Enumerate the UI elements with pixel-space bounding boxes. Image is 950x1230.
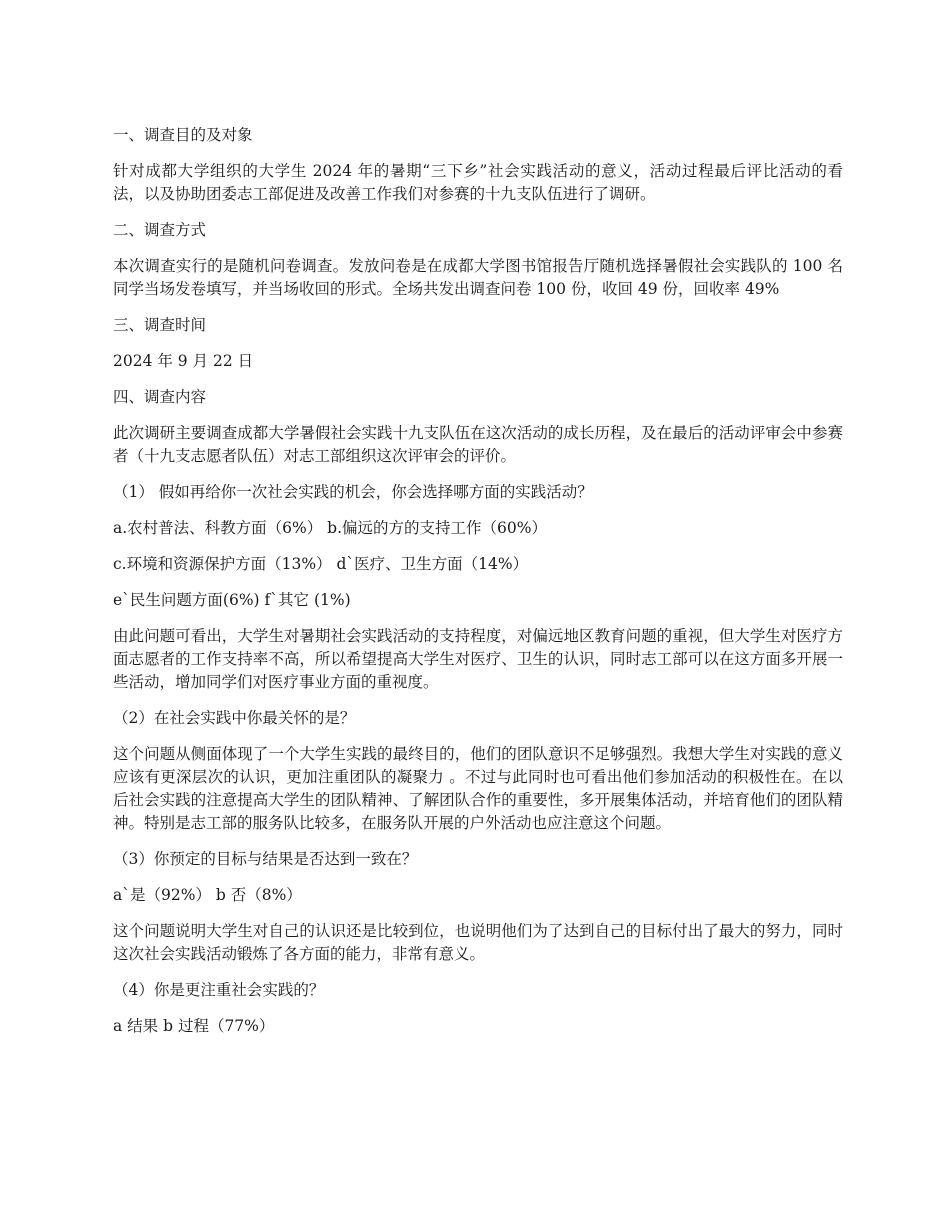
question-3-analysis: 这个问题说明大学生对自己的认识还是比较到位，也说明他们为了达到自己的目标付出了最大的努力，同时这次社会实践活动锻炼了各方面的能力，非常有意义。 [113,922,843,963]
document-body [113,124,843,1051]
question-2-analysis: 这个问题从侧面体现了一个大学生实践的最终目的，他们的团队意识不足够强烈。我想大学生对实践的意义应该有更深层次的认识，更加注重团队的凝聚力 。不过与此同时也可看出他们参加活动的积极性在。在以后社会实践的注意提高大学生的团队精神、了解团队合作的重要性，多开展集体活动，并培育他们的团队精神。特别是志工部的服务队比较多，在服务队开展的户外活动也应注意这个问题。 [113,745,843,832]
question-3-options: a`是（92%） b 否（8%） [113,886,302,904]
section-heading-time: 三、调查时间 [113,316,207,334]
paragraph-method: 本次调查实行的是随机问卷调查。发放问卷是在成都大学图书馆报告厅随机选择暑假社会实践队的 100 名同学当场发卷填写，并当场收回的形式。全场共发出调查问卷 100 份，收回 49 份，回收率 49% [113,257,843,298]
question-2: （2）在社会实践中你最关怀的是？ [113,709,356,727]
question-1-options-ef: e`民生问题方面(6%) f`其它 (1%) [113,591,351,609]
section-heading-method: 二、调查方式 [113,221,207,239]
question-3: （3）你预定的目标与结果是否达到一致在？ [113,850,418,868]
question-4: （4）你是更注重社会实践的？ [113,981,325,999]
question-1-options-cd: c.环境和资源保护方面（13%） d`医疗、卫生方面（14%） [113,555,529,573]
question-1-analysis: 由此问题可看出，大学生对暑期社会实践活动的支持程度，对偏远地区教育问题的重视，但大学生对医疗方面志愿者的工作支持率不高，所以希望提高大学生对医疗、卫生的认识，同时志工部可以在这方面多开展一些活动，增加同学们对医疗事业方面的重视度。 [113,627,843,691]
question-4-options: a 结果 b 过程（77%） [113,1017,275,1035]
section-heading-purpose: 一、调查目的及对象 [113,126,253,144]
paragraph-date: 2024 年 9 月 22 日 [113,352,254,370]
question-1-options-ab: a.农村普法、科教方面（6%） b.偏远的方的支持工作（60%） [113,519,547,537]
paragraph-purpose: 针对成都大学组织的大学生 2024 年的暑期“三下乡”社会实践活动的意义，活动过程最后评比活动的看法，以及协助团委志工部促进及改善工作我们对参赛的十九支队伍进行了调研。 [113,162,843,203]
section-heading-content: 四、调查内容 [113,388,207,406]
paragraph-content-intro: 此次调研主要调查成都大学暑假社会实践十九支队伍在这次活动的成长历程，及在最后的活动评审会中参赛者（十九支志愿者队伍）对志工部组织这次评审会的评价。 [113,424,843,465]
question-1: （1） 假如再给你一次社会实践的机会，你会选择哪方面的实践活动？ [113,483,593,501]
